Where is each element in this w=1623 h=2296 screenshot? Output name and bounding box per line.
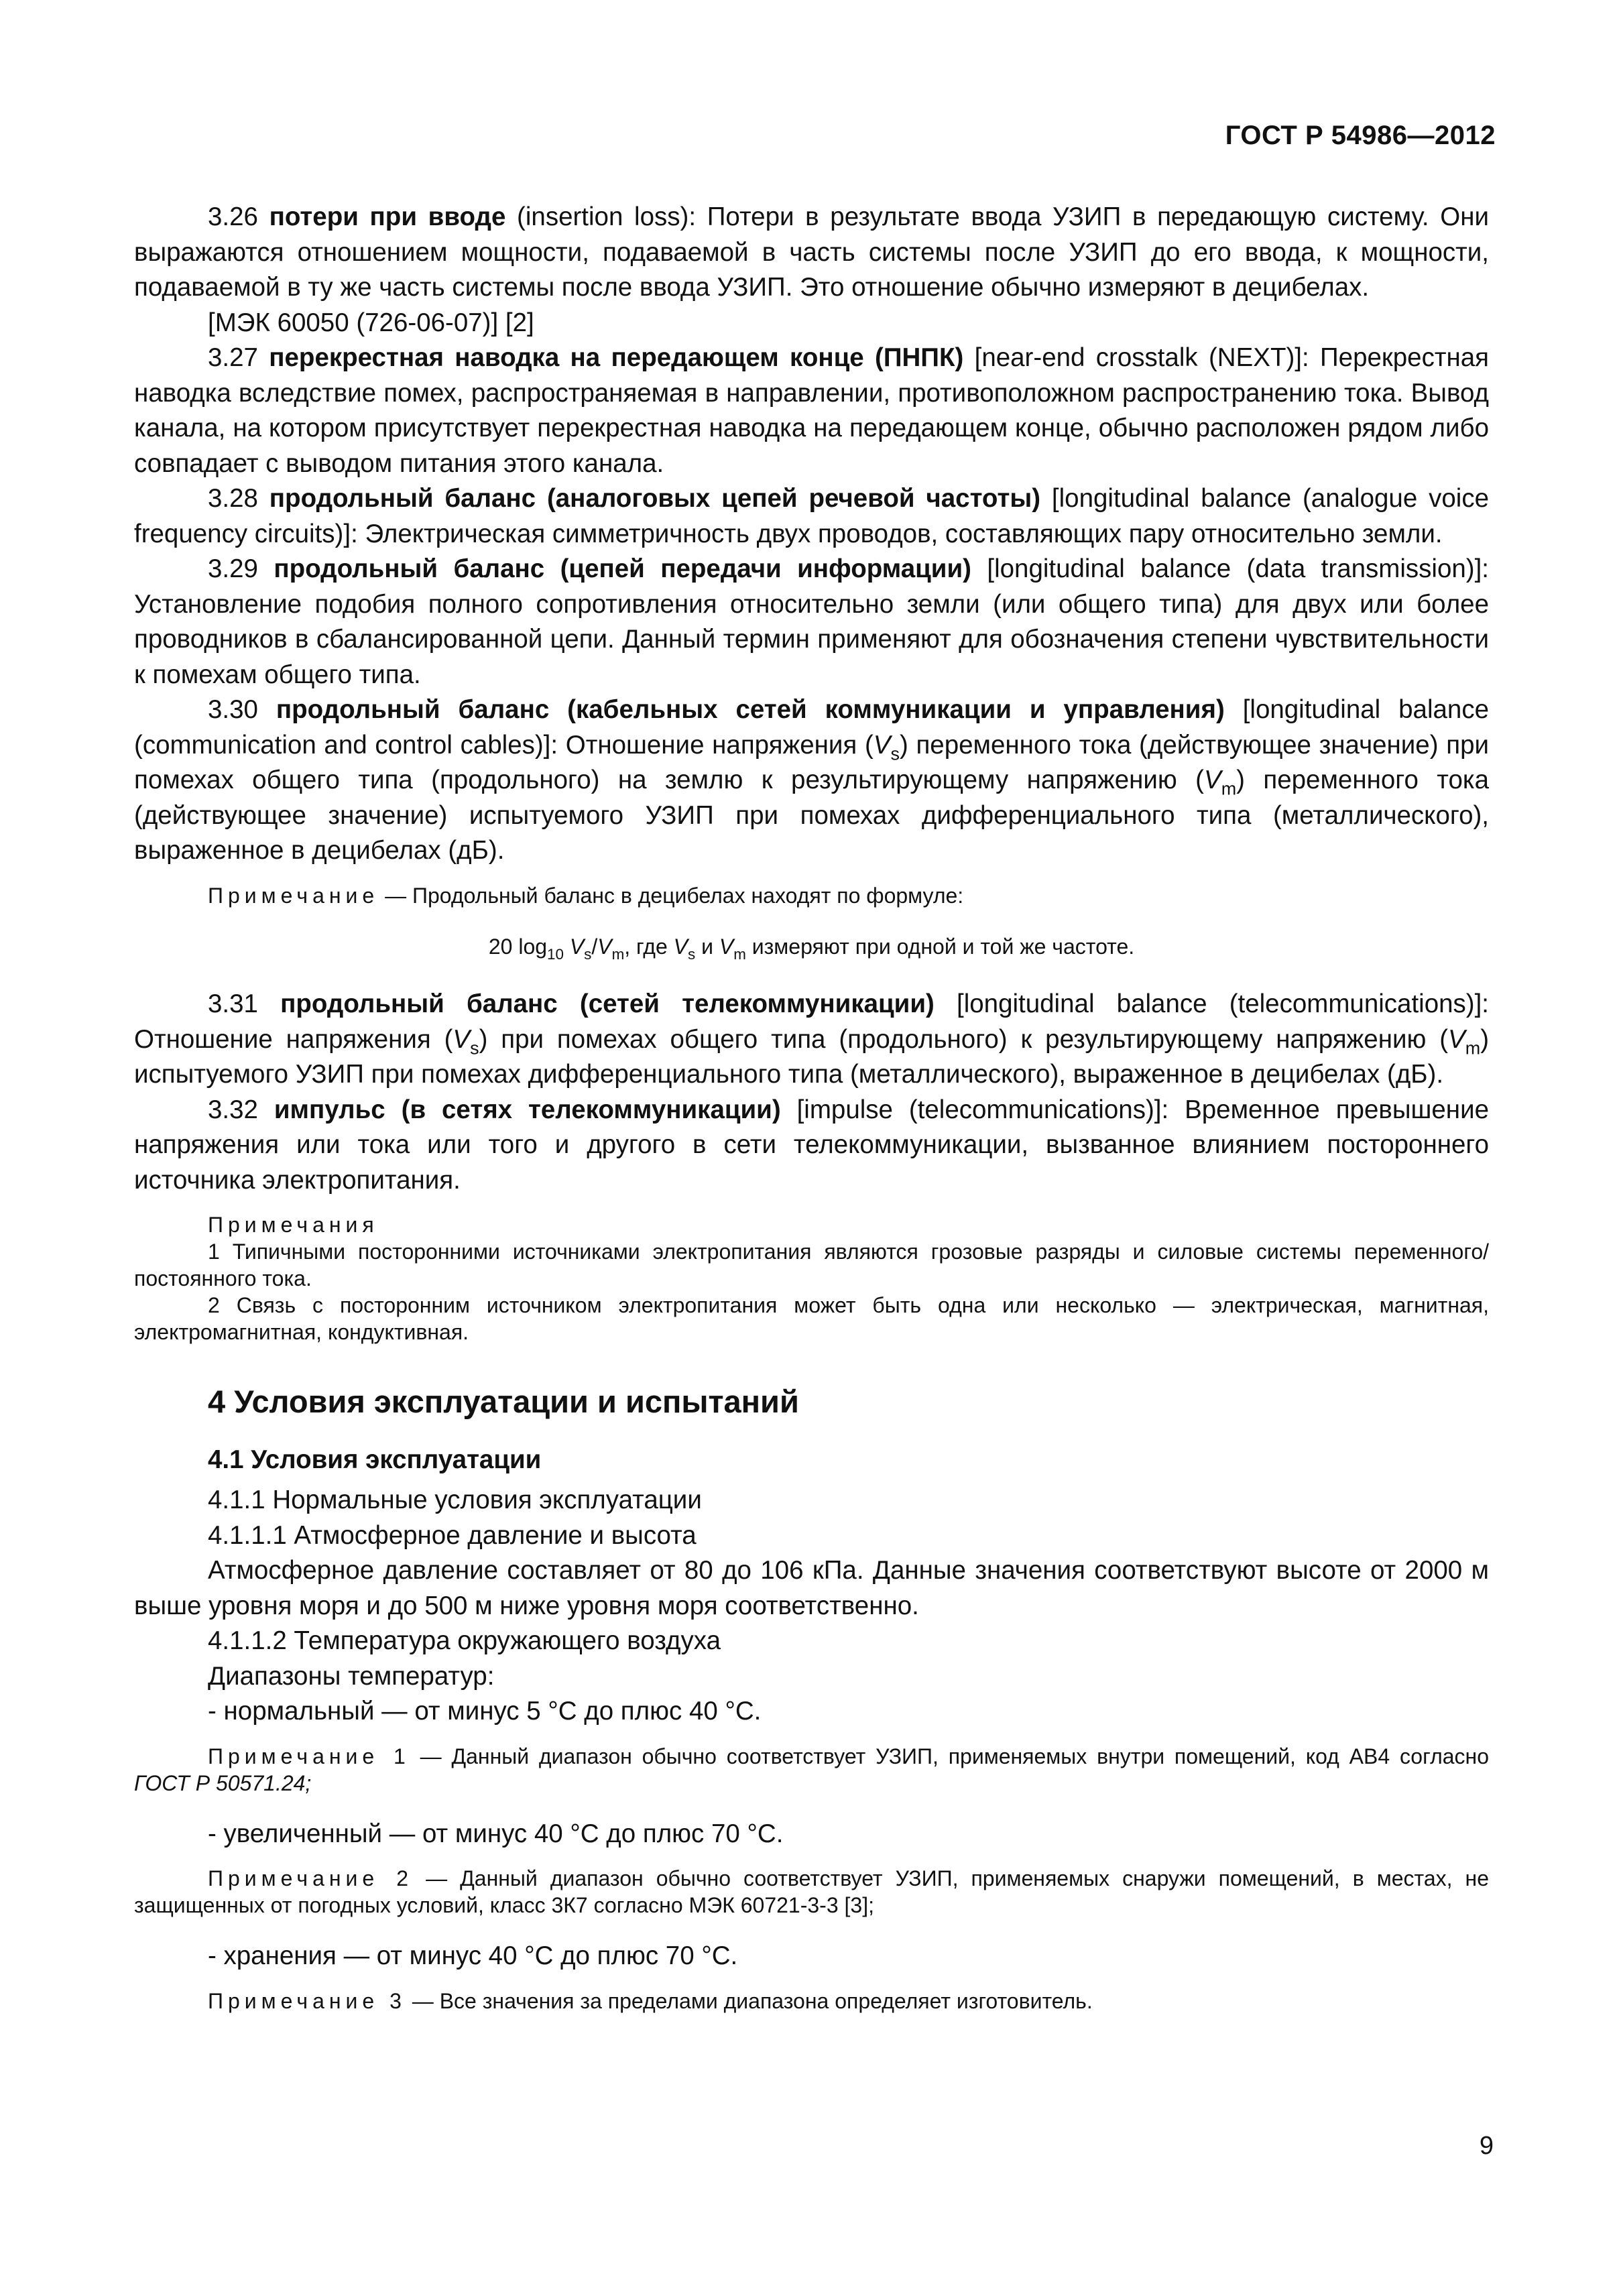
clause-text: [longitudinal balance (data transmission)]: Установление подобия полного сопротивления относительно земли (или общего типа) для двух или более проводников в сбалансированной цепи. Данный термин применяют для обозначения степени чувствительности к помехам общего типа. [134,554,1489,689]
document-header: ГОСТ Р 54986—2012 [1225,121,1496,150]
clause-3-29 [134,552,1489,692]
clause-3-32 [134,1093,1489,1199]
clause-term: перекрестная наводка на передающем конце (ПНПК) [269,343,964,372]
clause-number: 3.30 [208,695,276,724]
clause-text: [longitudinal balance (analogue voice frequency circuits)]: Электрическая симметричность двух проводов, составляющих пару относительно земли. [134,484,1489,548]
page-number: 9 [1479,2132,1494,2160]
range-extended: - увеличенный — от минус 40 °С до плюс 70 °С. [208,1819,784,1848]
note-text: — Продольный баланс в децибелах находят по формуле: [379,883,964,908]
range-storage: - хранения — от минус 40 °С до плюс 70 °С. [208,1941,738,1970]
clause-text: [impulse (telecommunications)]: Временное превышение напряжения или тока или того и другого в сети телекоммуникации, вызванное влиянием постороннего источника электропитания. [134,1095,1489,1195]
clause-term: потери при вводе [269,202,506,231]
clause-number: 3.27 [208,343,269,372]
temperature-ranges-label: Диапазоны температур: [208,1661,495,1691]
clause-number: 3.29 [208,554,274,583]
clause-text: (insertion loss): Потери в результате ввода УЗИП в передающую систему. Они выражаются отношением мощности, подаваемой в часть системы после УЗИП до его ввода, к мощности, подаваемой в ту же часть системы после ввода УЗИП. Это отношение обычно измеряют в децибелах. [134,202,1489,302]
clause-3-26-reference: [МЭК 60050 (726-06-07)] [2] [208,308,534,337]
clause-3-28 [134,481,1489,552]
note-label: Примечание [208,883,379,908]
longitudinal-balance-formula: 20 $\log_{10} V_s/V_m$, где $V_s$ и $V_m$ измеряют при одной и той же частоте. [488,934,1135,963]
clause-4-1-1-2: 4.1.1.2 Температура окружающего воздуха [208,1626,721,1655]
notes-3-32-heading: Примечания [208,1213,379,1237]
note-3-30 [134,882,1489,909]
clause-text: [near-end crosstalk (NEXT)]: Перекрестная наводка вследствие помех, распространяемая в направлении, противоположном распространению тока. Вывод канала, на котором присутствует перекрестная наводка на передающем конце, обычно расположен рядом либо совпадает с выводом питания этого канала. [134,343,1489,478]
clause-term: продольный баланс (кабельных сетей коммуникации и управления) [276,695,1225,724]
clause-number: 3.28 [208,484,269,513]
pressure-paragraph: Атмосферное давление составляет от 80 до 106 кПа. Данные значения соответствуют высоте от 2000 м выше уровня моря и до 500 м ниже уровня моря соответственно. [134,1556,1489,1620]
clause-3-26 [134,200,1489,306]
range-normal: - нормальный — от минус 5 °С до плюс 40 °С. [208,1697,762,1726]
clause-term: продольный баланс (цепей передачи информации) [274,554,971,583]
temperature-note-1: Примечание 1 — Данный диапазон обычно соответствует УЗИП, применяемых внутри помещений, код АВ4 согласно ГОСТ Р 50571.24; [134,1744,1490,1795]
clause-term: продольный баланс (аналоговых цепей речевой частоты) [269,484,1041,513]
clause-term: продольный баланс (сетей телекоммуникации) [280,989,935,1018]
clause-4-1-1: 4.1.1 Нормальные условия эксплуатации [208,1486,702,1514]
note-1: 1 Типичными посторонними источниками электропитания являются грозовые разряды и силовые системы переменного/постоянного тока. [134,1240,1489,1290]
subsection-4-1-heading: 4.1 Условия эксплуатации [208,1445,542,1474]
clause-term: импульс (в сетях телекоммуникации) [274,1095,781,1124]
section-4-heading: 4 Условия эксплуатации и испытаний [208,1384,799,1419]
clause-number: 3.32 [208,1095,274,1124]
temperature-note-3: Примечание 3 — Все значения за пределами диапазона определяет изготовитель. [208,1988,1093,2013]
document-body [134,200,1489,2014]
clause-4-1-1-1: 4.1.1.1 Атмосферное давление и высота [208,1520,697,1550]
clause-number: 3.26 [208,202,269,231]
clause-3-31: 3.31 продольный баланс (сетей телекоммуникации) [longitudinal balance (telecommunications)]: Отношение напряжения $(V_s)$ при помехах общего типа (продольного) к результирующему напряжению $(V_m)$ испытуемого УЗИП при помехах дифференциального типа (металлического), выраженное в децибелах (дБ). [134,989,1490,1089]
standard-reference: ГОСТ Р 50571.24; [134,1770,312,1795]
note-2: 2 Связь с посторонним источником электропитания может быть одна или несколько — электрическая, магнитная, электромагнитная, кондуктивная. [134,1293,1489,1344]
clause-3-27 [134,341,1489,481]
temperature-note-2: Примечание 2 — Данный диапазон обычно соответствует УЗИП, применяемых снаружи помещений, в местах, не защищенных от погодных условий, класс 3К7 согласно МЭК 60721-3-3 [3]; [134,1866,1490,1917]
clause-number: 3.31 [208,989,281,1018]
clause-3-30: 3.30 продольный баланс (кабельных сетей коммуникации и управления) [longitudinal balance (communication and control cables)]: Отношение напряжения $(V_s)$ переменного тока (действующее значение) при помехах общего типа (продольного) на землю к результирующему напряжению $(V_m)$ переменного тока (действующее значение) испытуемого УЗИП при помехах дифференциального типа (металлического), выраженное в децибелах (дБ). [134,695,1490,865]
